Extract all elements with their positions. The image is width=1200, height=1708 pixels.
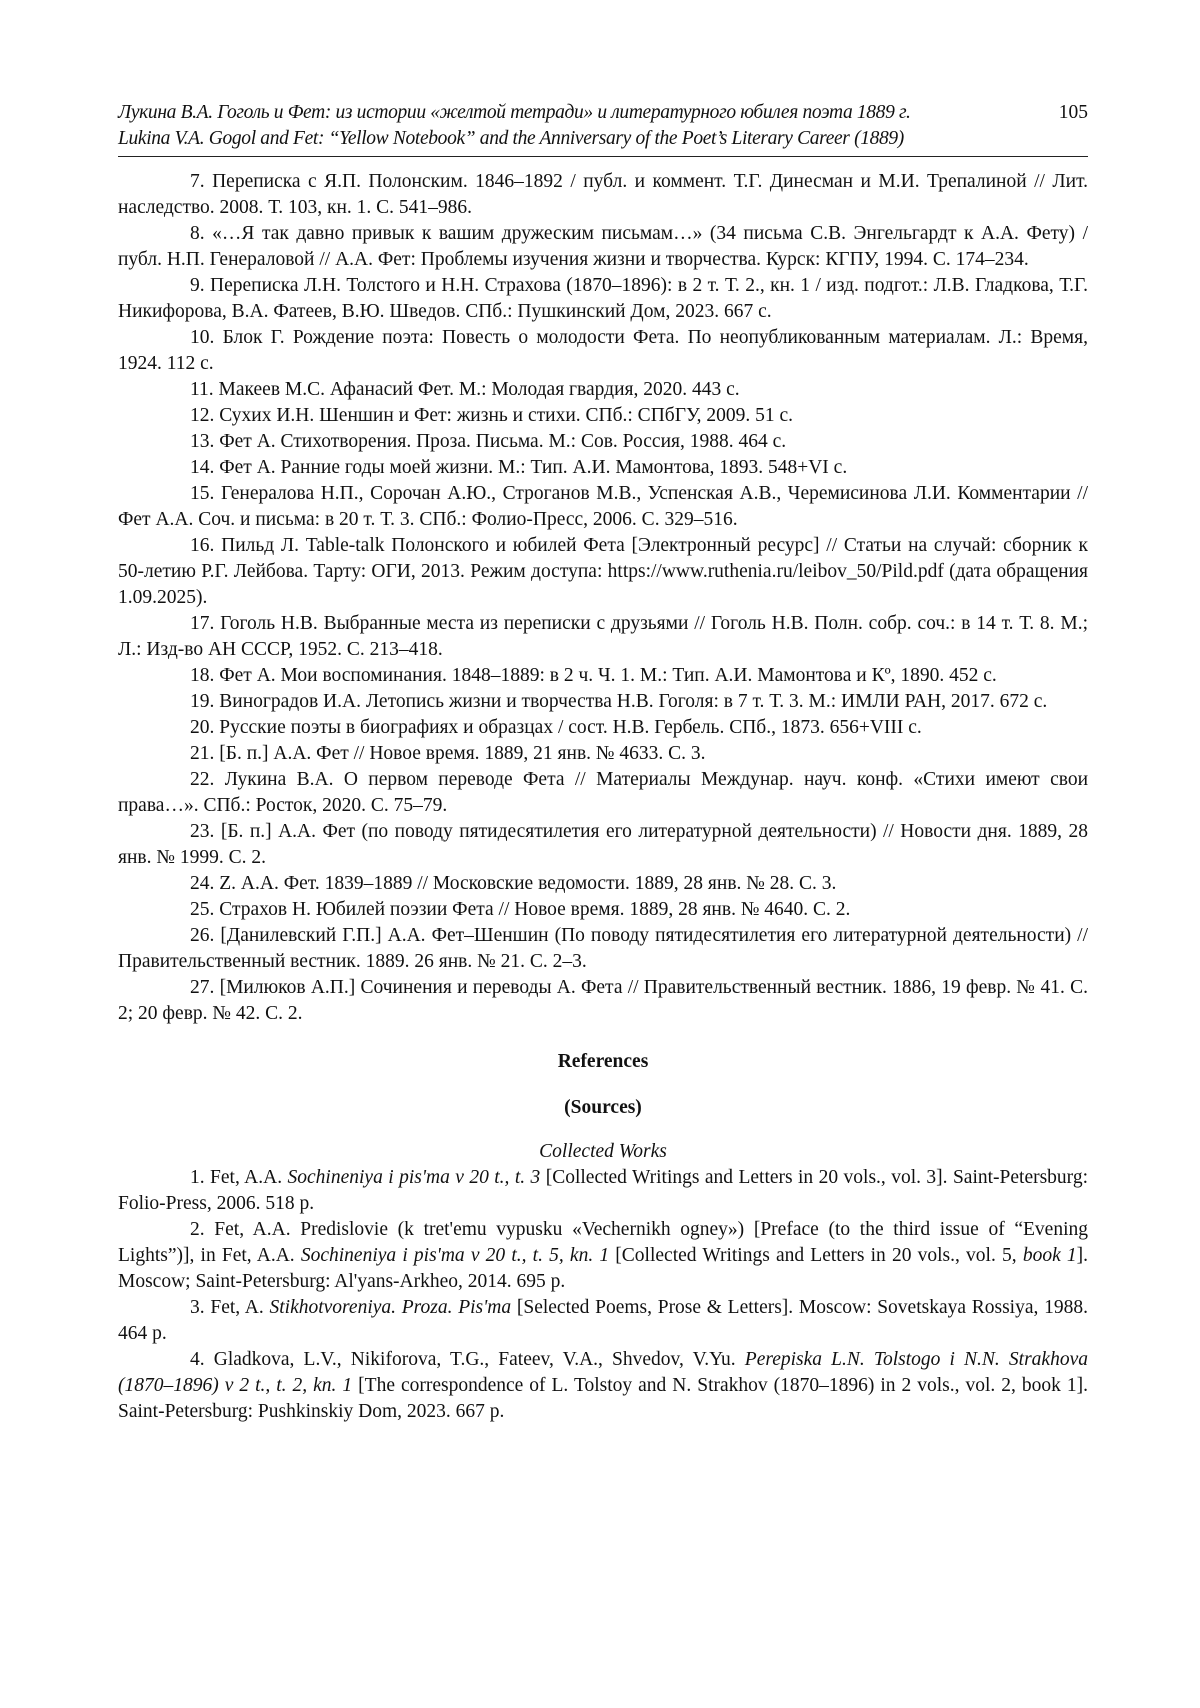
ref-text: [Collected Writings and Letters in 20 vols., vol. 5, <box>609 1245 1023 1266</box>
reference-item <box>118 1165 1088 1217</box>
collected-works-heading: Collected Works <box>539 1141 667 1162</box>
reference-item: 16. Пильд Л. Table-talk Полонского и юбилей Фета [Электронный ресурс] // Статьи на случай: сборник к 50-летию Р.Г. Лейбова. Тарту: ОГИ, 2013. Режим доступа: https://www.ruthenia.ru/leibov_50/Pild.pdf (дата обращения 1.09.2025). <box>118 535 1088 608</box>
reference-item: 26. [Данилевский Г.П.] А.А. Фет–Шеншин (По поводу пятидесятилетия его литературной деятельности) // Правительственный вестник. 1889. 26 янв. № 21. С. 2–3. <box>118 925 1088 972</box>
reference-item: 21. [Б. п.] А.А. Фет // Новое время. 1889, 21 янв. № 4633. С. 3. <box>190 743 706 764</box>
reference-item: 13. Фет А. Стихотворения. Проза. Письма. М.: Сов. Россия, 1988. 464 с. <box>190 431 787 452</box>
reference-item: 7. Переписка с Я.П. Полонским. 1846–1892 / публ. и коммент. Т.Г. Динесман и М.И. Трепалиной // Лит. наследство. 2008. Т. 103, кн. 1. С. 541–986. <box>118 171 1088 218</box>
reference-item: 15. Генералова Н.П., Сорочан А.Ю., Строганов М.В., Успенская А.В., Черемисинова Л.И. Комментарии // Фет А.А. Соч. и письма: в 20 т. Т. 3. СПб.: Фолио-Пресс, 2006. С. 329–516. <box>118 483 1088 530</box>
reference-item: 22. Лукина В.А. О первом переводе Фета // Материалы Междунар. науч. конф. «Стихи имеют свои права…». СПб.: Росток, 2020. С. 75–79. <box>118 769 1088 816</box>
reference-item: 24. Z. А.А. Фет. 1839–1889 // Московские ведомости. 1889, 28 янв. № 28. С. 3. <box>190 873 837 894</box>
references-list-ru <box>118 169 1088 1027</box>
reference-item: 14. Фет А. Ранние годы моей жизни. М.: Тип. А.И. Мамонтова, 1893. 548+VI с. <box>190 457 848 478</box>
ref-text: [Selected Poems, Prose & Letters]. Moscow: Sovetskaya Rossiya, 1988. 464 p. <box>118 1297 1088 1344</box>
reference-item: 19. Виноградов И.А. Летопись жизни и творчества Н.В. Гоголя: в 7 т. Т. 3. М.: ИМЛИ РАН, 2017. 672 с. <box>190 691 1048 712</box>
ref-text: [Collected Writings and Letters in 20 vols., vol. 3]. Saint-Petersburg: Folio-Press, 2006. 518 p. <box>118 1167 1088 1214</box>
ref-title: Stikhotvoreniya. Proza. Pis'ma <box>269 1297 512 1318</box>
reference-item: 8. «…Я так давно привык к вашим дружеским письмам…» (34 письма С.В. Энгельгардт к А.А. Фету) / публ. Н.П. Генераловой // А.А. Фет: Проблемы изучения жизни и творчества. Курск: КГПУ, 1994. С. 174–234. <box>118 223 1088 270</box>
ref-title: Sochineniya i pis'ma v 20 t., t. 5, kn. 1 <box>300 1245 610 1266</box>
reference-item: 18. Фет А. Мои воспоминания. 1848–1889: в 2 ч. Ч. 1. М.: Тип. А.И. Мамонтова и Кº, 1890. 452 с. <box>190 665 997 686</box>
reference-item <box>118 1217 1088 1295</box>
ref-text: ]. Moscow; Saint-Petersburg: Al'yans-Arkheo, 2014. 695 p. <box>118 1245 1089 1292</box>
ref-title: Sochineniya i pis'ma v 20 t., t. 3 <box>287 1167 541 1188</box>
references-list-en <box>118 1165 1088 1425</box>
ref-text: [The correspondence of L. Tolstoy and N. Strakhov (1870–1896) in 2 vols., vol. 2, book 1]. Saint-Petersburg: Pushkinskiy Dom, 2023. 667 p. <box>118 1375 1088 1422</box>
ref-title: book 1 <box>1022 1245 1077 1266</box>
reference-item: 12. Сухих И.Н. Шеншин и Фет: жизнь и стихи. СПб.: СПбГУ, 2009. 51 с. <box>190 405 793 426</box>
reference-item: 17. Гоголь Н.В. Выбранные места из переписки с друзьями // Гоголь Н.В. Полн. собр. соч.: в 14 т. Т. 8. М.; Л.: Изд-во АН СССР, 1952. С. 213–418. <box>118 613 1088 660</box>
reference-item: 20. Русские поэты в биографиях и образцах / сост. Н.В. Гербель. СПб., 1873. 656+VIII с. <box>190 717 922 738</box>
ref-text: 1. Fet, A.A. <box>190 1167 288 1188</box>
reference-item: 23. [Б. п.] А.А. Фет (по поводу пятидесятилетия его литературной деятельности) // Новости дня. 1889, 28 янв. № 1999. С. 2. <box>118 821 1088 868</box>
page-number: 105 <box>1058 102 1088 123</box>
ref-text: 2. Fet, A.A. Predislovie (k tret'emu vypusku «Vechernikh ogney») [Preface (to the third issue of “Evening Lights”)], in Fet, A.A. <box>118 1219 1088 1266</box>
ref-text: 3. Fet, A. <box>190 1297 270 1318</box>
references-heading: References <box>557 1051 649 1072</box>
reference-item: 9. Переписка Л.Н. Толстого и Н.Н. Страхова (1870–1896): в 2 т. Т. 2., кн. 1 / изд. подгот.: Л.В. Гладкова, Т.Г. Никифорова, В.А. Фатеев, В.Ю. Шведов. СПб.: Пушкинский Дом, 2023. 667 с. <box>118 275 1088 322</box>
ref-text: 4. Gladkova, L.V., Nikiforova, T.G., Fateev, V.A., Shvedov, V.Yu. <box>190 1349 745 1370</box>
reference-item <box>118 1295 1088 1347</box>
reference-item: 27. [Милюков А.П.] Сочинения и переводы А. Фета // Правительственный вестник. 1886, 19 февр. № 41. С. 2; 20 февр. № 42. С. 2. <box>118 977 1088 1024</box>
reference-item <box>118 1347 1088 1425</box>
running-head <box>118 100 1088 157</box>
sources-heading: (Sources) <box>564 1097 642 1118</box>
reference-item: 25. Страхов Н. Юбилей поэзии Фета // Новое время. 1889, 28 янв. № 4640. С. 2. <box>190 899 851 920</box>
running-title-en: Lukina V.A. Gogol and Fet: “Yellow Notebook” and the Anniversary of the Poet’s Literary Career (1889) <box>118 128 904 149</box>
running-title-ru: Лукина В.А. Гоголь и Фет: из истории «желтой тетради» и литературного юбилея поэта 1889 г. <box>118 102 911 123</box>
reference-item: 10. Блок Г. Рождение поэта: Повесть о молодости Фета. По неопубликованным материалам. Л.: Время, 1924. 112 с. <box>118 327 1088 374</box>
reference-item: 11. Макеев М.С. Афанасий Фет. М.: Молодая гвардия, 2020. 443 с. <box>190 379 740 400</box>
ref-title: Perepiska L.N. Tolstogo i N.N. Strakhova (1870–1896) v 2 t., t. 2, kn. 1 <box>118 1349 1088 1396</box>
page <box>118 100 1088 1425</box>
